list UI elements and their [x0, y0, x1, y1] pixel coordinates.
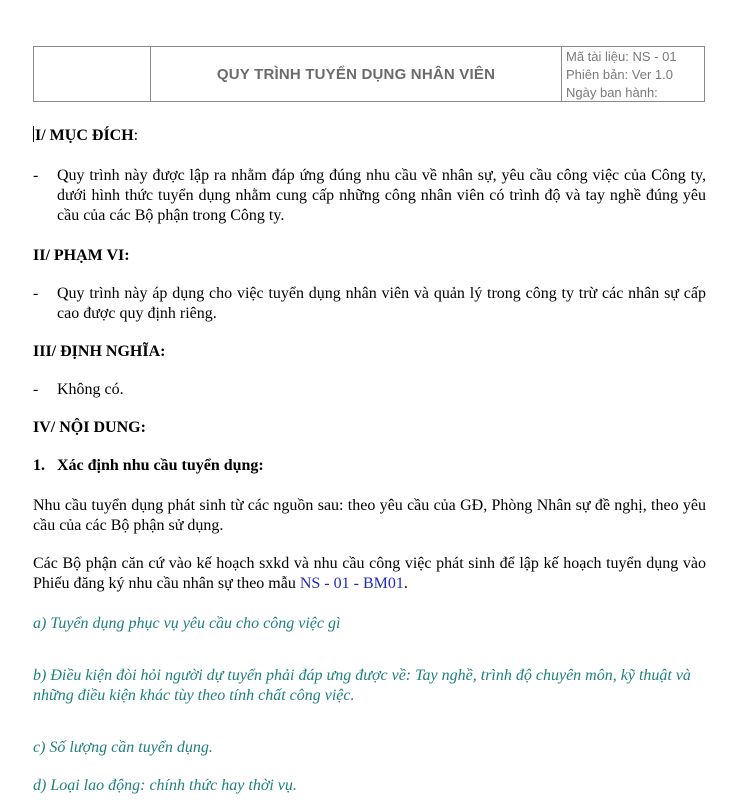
- form-reference-link[interactable]: NS - 01 - BM01: [299, 575, 404, 592]
- document-title: QUY TRÌNH TUYỂN DỤNG NHÂN VIÊN: [151, 47, 562, 101]
- section-heading-content: IV/ NỘI DUNG:: [33, 419, 146, 436]
- doc-issue-date: Ngày ban hành:: [566, 85, 658, 100]
- definitions-bullet: - Không có.: [33, 381, 124, 398]
- document-meta: [562, 47, 704, 101]
- scope-bullet: - Quy trình này áp dụng cho việc tuyển dụng nhân viên và quản lý trong công ty trừ các nhân sự cấp cao được quy định riêng.: [33, 285, 706, 322]
- step1-paragraph-2: Các Bộ phận căn cứ vào kế hoạch sxkd và nhu cầu công việc phát sinh để lập kế hoạch tuyển dụng vào Phiếu đăng ký nhu cầu nhân sự theo mẫu NS - 01 - BM01.: [33, 555, 706, 592]
- purpose-bullet: - Quy trình này được lập ra nhằm đáp ứng đúng nhu cầu về nhân sự, yêu cầu công việc của Công ty, dưới hình thức tuyển dụng nhằm cung cấp những công nhân viên có trình độ và tay nghề đúng yêu cầu của các Bộ phận trong Công ty.: [33, 167, 706, 224]
- item-a: a) Tuyển dụng phục vụ yêu cầu cho công việc gì: [33, 615, 341, 632]
- item-d: d) Loại lao động: chính thức hay thời vụ.: [33, 777, 297, 794]
- doc-version: Phiên bản: Ver 1.0: [566, 67, 673, 82]
- section-heading-purpose: I/ MỤC ĐÍCH:: [35, 127, 139, 144]
- item-b: b) Điều kiện đòi hỏi người dự tuyển phải đáp ưng được về: Tay nghề, trình độ chuyên môn, kỹ thuật và những điều kiện khác tùy theo tính chất công việc.: [33, 667, 691, 704]
- document-body: [33, 122, 706, 796]
- item-c: c) Số lượng cần tuyển dụng.: [33, 739, 213, 756]
- section-heading-definitions: III/ ĐỊNH NGHĨA:: [33, 343, 166, 360]
- document-header-table: [33, 46, 705, 102]
- text-cursor: [33, 126, 34, 142]
- logo-cell: [34, 47, 151, 101]
- section-heading-scope: II/ PHẠM VI:: [33, 247, 130, 264]
- step1-heading: 1. Xác định nhu cầu tuyển dụng:: [33, 457, 264, 474]
- doc-code: Mã tài liệu: NS - 01: [566, 49, 677, 64]
- step1-paragraph-1: Nhu cầu tuyển dụng phát sinh từ các nguồn sau: theo yêu cầu của GĐ, Phòng Nhân sự đề nghị, theo yêu cầu của các Bộ phận sử dụng.: [33, 497, 706, 534]
